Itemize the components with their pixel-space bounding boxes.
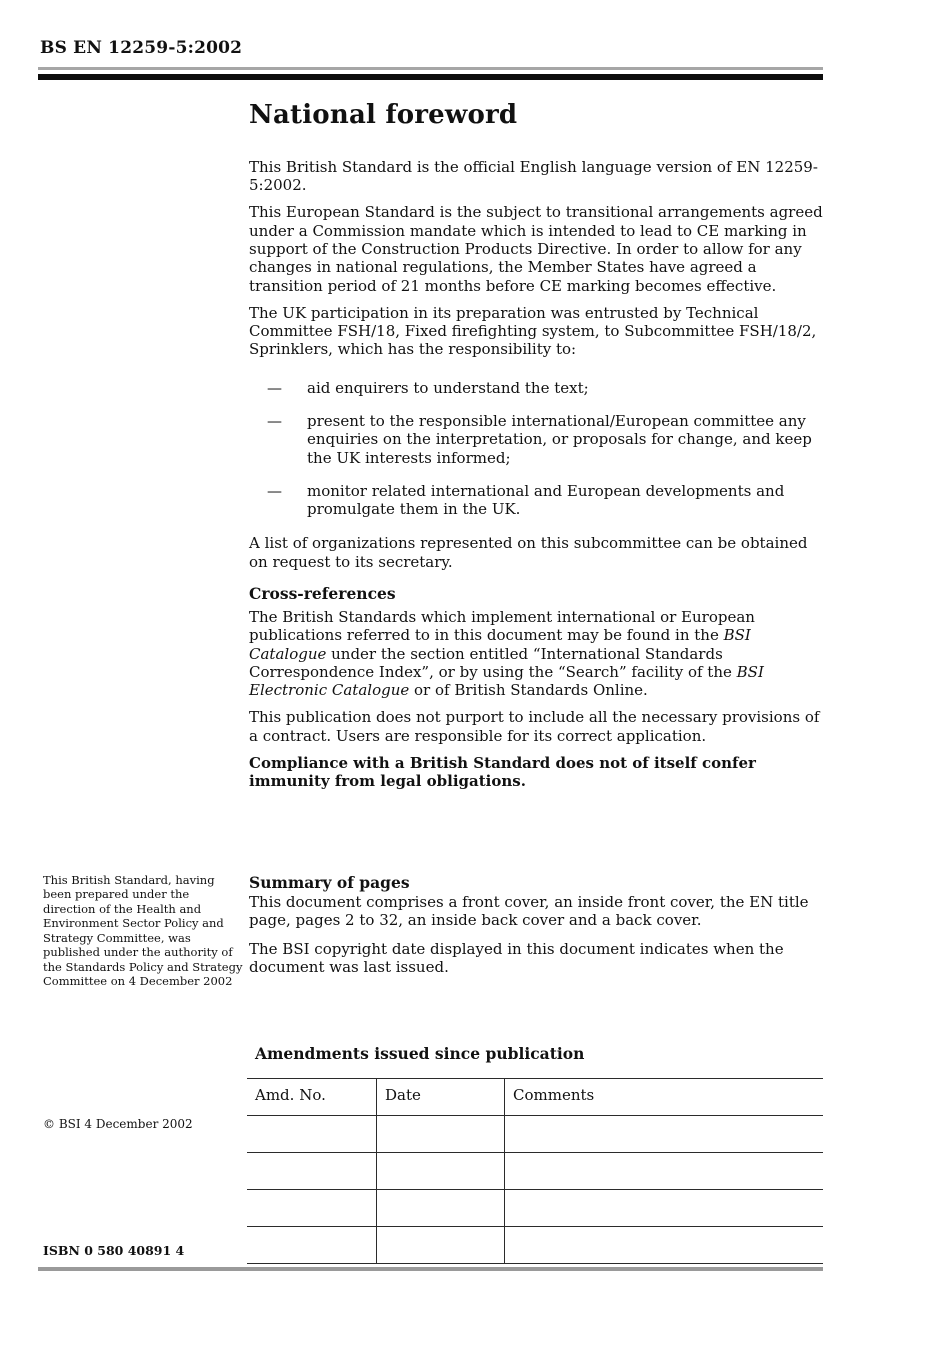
table-row <box>247 1190 823 1227</box>
column-header-comments: Comments <box>513 1086 595 1104</box>
table-cell <box>247 1227 377 1264</box>
responsibility-list <box>249 379 825 519</box>
amendments-heading: Amendments issued since publication <box>255 1044 585 1063</box>
table-cell <box>247 1116 377 1153</box>
page-title: National foreword <box>249 100 518 130</box>
dash-marker: — <box>267 481 282 500</box>
cross-references-heading: Cross-references <box>249 584 396 604</box>
list-item-text: aid enquirers to understand the text; <box>307 378 589 397</box>
bsi-catalogue-italic: BSI Catalogue <box>249 626 751 663</box>
summary-paragraph-1: This document comprises a front cover, an inside front cover, the EN title page, pages 2 to 32, an inside back cover and a back cover. <box>249 892 809 930</box>
table-row <box>247 1153 823 1190</box>
header-rule-gray <box>38 67 823 70</box>
column-header-amd-no: Amd. No. <box>247 1079 377 1116</box>
footer-rule <box>38 1267 823 1271</box>
foreword-paragraph-2: This European Standard is the subject to transitional arrangements agreed under a Commission mandate which is intended to lead to CE marking in support of the Construction Products Directive. In order to allow for any changes in national regulations, the Member States have agreed a transition period of 21 months before CE marking becomes effective. <box>249 203 823 295</box>
summary-heading: Summary of pages <box>249 873 410 892</box>
foreword-paragraph-3: The UK participation in its preparation was entrusted by Technical Committee FSH/18, Fixed firefighting system, to Subcommittee FSH/18/2, Sprinklers, which has the responsibility to: <box>249 303 817 359</box>
column-header-date: Date <box>377 1079 505 1116</box>
cross-references-paragraph <box>249 608 825 699</box>
dash-marker: — <box>267 411 282 430</box>
foreword-paragraph-1: This British Standard is the official English language version of EN 12259-5:2002. <box>249 157 818 195</box>
foreword-section <box>249 100 825 800</box>
table-cell <box>247 1190 377 1227</box>
table-cell <box>505 1190 824 1227</box>
dash-marker: — <box>267 378 282 397</box>
foreword-paragraph-4: A list of organizations represented on this subcommittee can be obtained on request to its secretary. <box>249 534 808 571</box>
isbn-number: ISBN 0 580 40891 4 <box>43 1243 185 1258</box>
list-item-text: monitor related international and European developments and promulgate them in the UK. <box>307 481 785 519</box>
table-row <box>247 1116 823 1153</box>
table-cell <box>505 1153 824 1190</box>
header-rule-black <box>38 74 823 80</box>
table-cell <box>377 1190 505 1227</box>
table-cell <box>377 1153 505 1190</box>
table-header-row <box>247 1079 823 1116</box>
standard-number-header: BS EN 12259-5:2002 <box>40 38 243 58</box>
list-item <box>249 379 825 397</box>
cross-ref-text: The British Standards which implement international or European publications referred to in this document may be found in the <box>249 607 755 645</box>
copyright-notice: © BSI 4 December 2002 <box>43 1117 193 1131</box>
amendments-section <box>247 1044 823 1264</box>
table-cell <box>505 1116 824 1153</box>
table-cell <box>505 1227 824 1264</box>
table-cell <box>377 1227 505 1264</box>
amendments-table <box>247 1078 823 1264</box>
cross-ref-text: under the section entitled “International Standards Correspondence Index”, or by using the “Search” facility of the <box>249 644 737 681</box>
list-item-text: present to the responsible international/European committee any enquiries on the interpretation, or proposals for change, and keep the UK interests informed; <box>307 411 812 467</box>
bsi-electronic-catalogue-italic: BSI Electronic Catalogue <box>249 662 764 700</box>
table-cell <box>247 1153 377 1190</box>
list-item <box>249 482 825 519</box>
list-item <box>249 412 825 467</box>
compliance-notice: Compliance with a British Standard does not of itself confer immunity from legal obligations. <box>249 754 756 791</box>
publication-authority-note: This British Standard, having been prepared under the direction of the Health and Environment Sector Policy and Strategy Committee, was published under the authority of the Standards Policy and Strategy Committee on 4 December 2002 <box>43 873 243 989</box>
summary-of-pages-section <box>249 874 825 986</box>
table-cell <box>377 1116 505 1153</box>
cross-ref-text: or of British Standards Online. <box>409 681 648 700</box>
foreword-paragraph-5: This publication does not purport to include all the necessary provisions of a contract. Users are responsible for its correct application. <box>249 708 820 745</box>
summary-paragraph-2: The BSI copyright date displayed in this document indicates when the document was last issued. <box>249 939 784 976</box>
table-row <box>247 1227 823 1264</box>
